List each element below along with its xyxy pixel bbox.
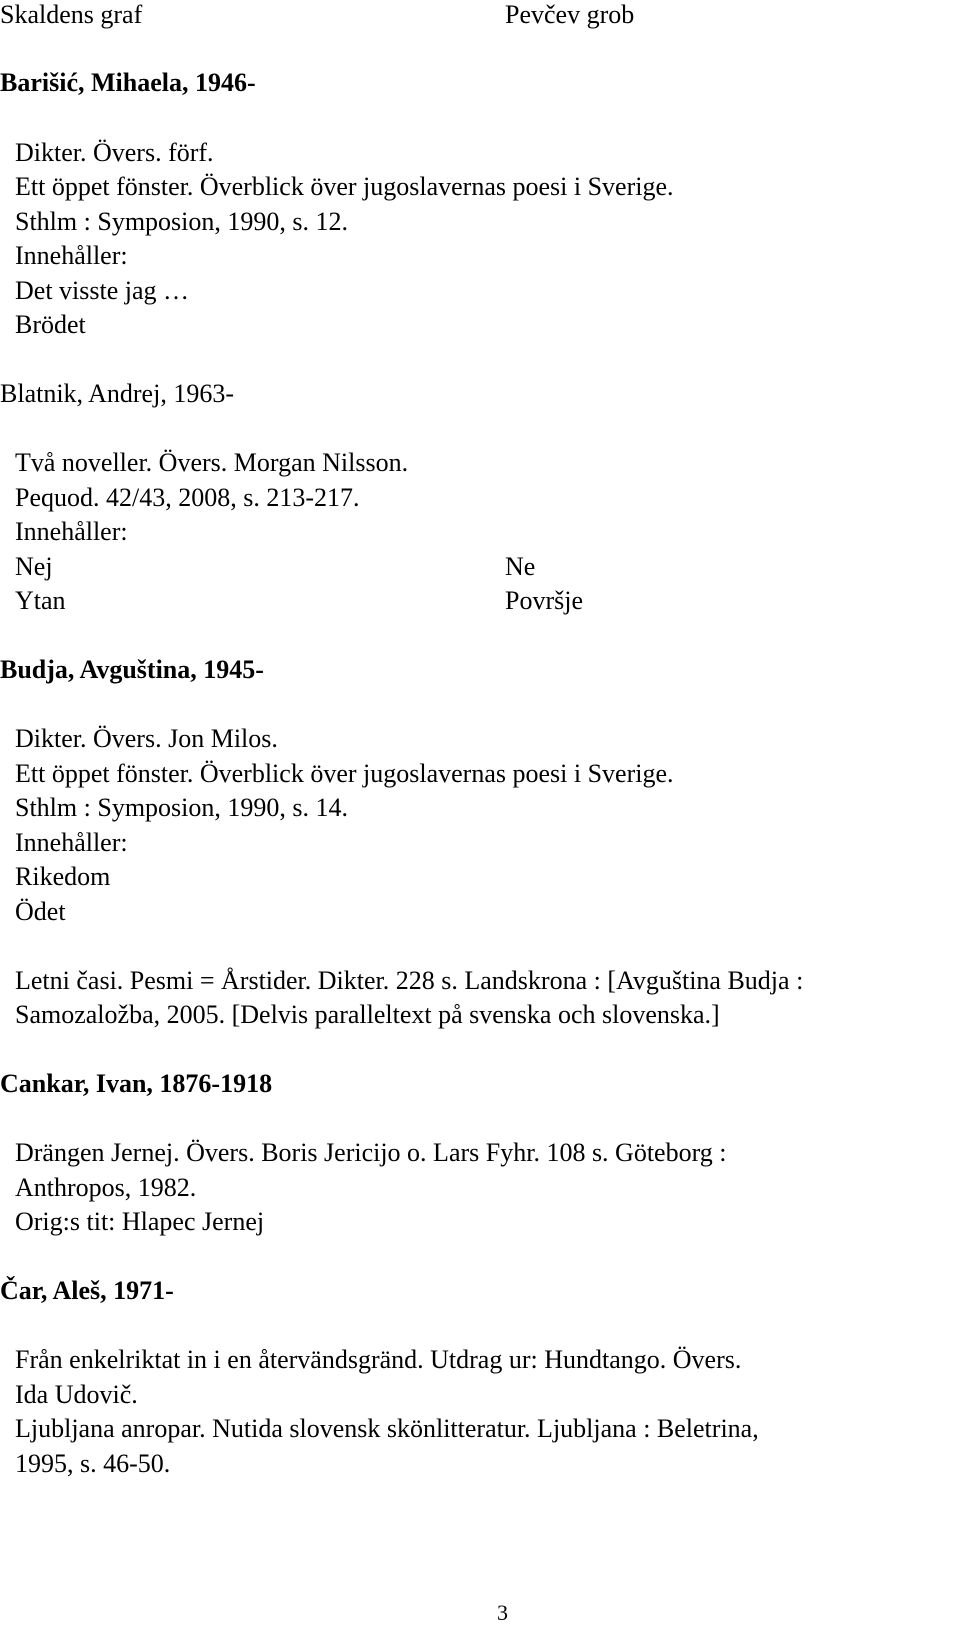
entry-line: Två noveller. Övers. Morgan Nilsson. (15, 448, 409, 477)
entry-line: Rikedom (15, 862, 111, 891)
entry-line: 1995, s. 46-50. (15, 1449, 171, 1478)
entry-line: Drängen Jernej. Övers. Boris Jericijo o. Lars Fyhr. 108 s. Göteborg : (15, 1138, 727, 1167)
entry-line: Innehåller: (15, 517, 128, 546)
entry-line: Det visste jag … (15, 276, 190, 305)
entry-line: Samozaložba, 2005. [Delvis paralleltext på svenska och slovenska.] (15, 1000, 720, 1029)
entry-line: Sthlm : Symposion, 1990, s. 14. (15, 793, 348, 822)
entry-line: Ljubljana anropar. Nutida slovensk skönlitteratur. Ljubljana : Beletrina, (15, 1414, 759, 1443)
contents-item-slovene: Površje (505, 586, 583, 615)
entry-line: Från enkelriktat in i en återvändsgränd. Utdrag ur: Hundtango. Övers. (15, 1345, 742, 1374)
author-heading: Čar, Aleš, 1971- (0, 1276, 174, 1305)
contents-item-slovene: Ne (505, 552, 536, 581)
entry-line: Ett öppet fönster. Överblick över jugoslavernas poesi i Sverige. (15, 759, 674, 788)
entry-line: Dikter. Övers. förf. (15, 138, 214, 167)
entry-line: Sthlm : Symposion, 1990, s. 12. (15, 207, 348, 236)
entry-line: Pequod. 42/43, 2008, s. 213-217. (15, 483, 360, 512)
author-heading: Budja, Avguština, 1945- (0, 655, 264, 684)
header-left-title: Skaldens graf (0, 0, 143, 29)
author-heading: Cankar, Ivan, 1876-1918 (0, 1069, 273, 1098)
entry-line: Ödet (15, 897, 66, 926)
entry-line: Orig:s tit: Hlapec Jernej (15, 1207, 265, 1236)
entry-line: Innehåller: (15, 828, 128, 857)
author-heading: Barišić, Mihaela, 1946- (0, 68, 256, 97)
entry-line: Dikter. Övers. Jon Milos. (15, 724, 278, 753)
entry-line: Ett öppet fönster. Överblick över jugoslavernas poesi i Sverige. (15, 172, 674, 201)
entry-line: Ida Udovič. (15, 1380, 138, 1409)
contents-item-swedish: Ytan (15, 586, 66, 615)
entry-line: Letni časi. Pesmi = Årstider. Dikter. 228 s. Landskrona : [Avguština Budja : (15, 966, 804, 995)
author-heading: Blatnik, Andrej, 1963- (0, 379, 234, 408)
page-number: 3 (497, 1600, 508, 1625)
entry-line: Brödet (15, 310, 86, 339)
contents-item-swedish: Nej (15, 552, 53, 581)
entry-line: Anthropos, 1982. (15, 1173, 197, 1202)
header-right-title: Pevčev grob (505, 0, 635, 29)
entry-line: Innehåller: (15, 241, 128, 270)
